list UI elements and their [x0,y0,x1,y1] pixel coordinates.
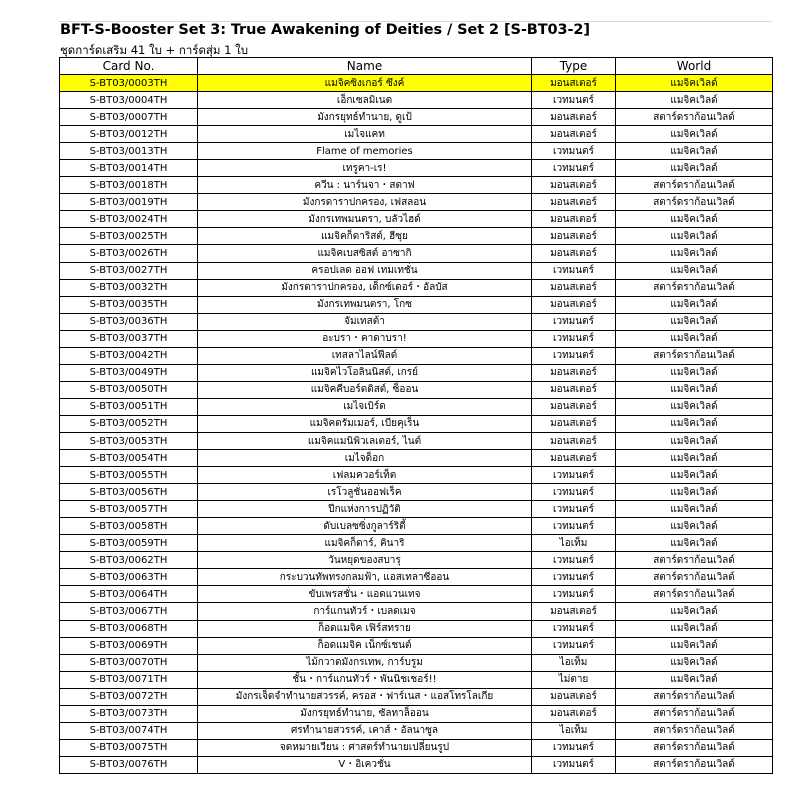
card-no-cell: S-BT03/0037TH [60,330,198,347]
card-world-cell: สตาร์ดราก้อนเวิลด์ [616,705,773,722]
table-row [60,484,773,501]
card-type-cell: มอนสเตอร์ [532,603,616,620]
card-no-cell: S-BT03/0073TH [60,705,198,722]
table-row [60,279,773,296]
card-world-cell: แมจิคเวิลด์ [616,330,773,347]
card-no-cell: S-BT03/0027TH [60,262,198,279]
card-world-cell: แมจิคเวิลด์ [616,381,773,398]
table-row [60,211,773,228]
card-no-cell: S-BT03/0070TH [60,654,198,671]
table-row [60,586,773,603]
card-world-cell: แมจิคเวิลด์ [616,432,773,449]
card-world-cell: สตาร์ดราก้อนเวิลด์ [616,194,773,211]
card-world-cell: แมจิคเวิลด์ [616,535,773,552]
table-row [60,296,773,313]
card-type-cell: เวทมนตร์ [532,569,616,586]
card-type-cell: เวทมนตร์ [532,92,616,109]
card-name-cell: แมจิคดรัมเมอร์, เบียคุเร็น [198,415,532,432]
card-name-cell: เมไจแคท [198,126,532,143]
card-no-cell: S-BT03/0068TH [60,620,198,637]
column-header-type: Type [532,58,616,75]
card-no-cell: S-BT03/0003TH [60,75,198,92]
card-no-cell: S-BT03/0050TH [60,381,198,398]
card-type-cell: เวทมนตร์ [532,586,616,603]
table-row [60,364,773,381]
card-name-cell: มังกรเจ็ดจำทำนายสวรรค์, ครอส・ฟาร์เนส・แอสโทรโลเกีย [198,688,532,705]
card-world-cell: แมจิคเวิลด์ [616,415,773,432]
card-world-cell: แมจิคเวิลด์ [616,313,773,330]
card-type-cell: ไอเท็ม [532,722,616,739]
card-type-cell: เวทมนตร์ [532,143,616,160]
page-subtitle: ชุดการ์ดเสริม 41 ใบ + การ์ดสุ่ม 1 ใบ [60,43,249,57]
column-header-world: World [616,58,773,75]
card-world-cell: สตาร์ดราก้อนเวิลด์ [616,756,773,773]
card-name-cell: ควีน : นาร์นจา・สตาฟ [198,177,532,194]
card-no-cell: S-BT03/0036TH [60,313,198,330]
card-no-cell: S-BT03/0056TH [60,484,198,501]
card-type-cell: มอนสเตอร์ [532,296,616,313]
table-row [60,620,773,637]
card-world-cell: แมจิคเวิลด์ [616,654,773,671]
card-name-cell: Flame of memories [198,143,532,160]
card-type-cell: มอนสเตอร์ [532,109,616,126]
card-no-cell: S-BT03/0049TH [60,364,198,381]
card-name-cell: ก็อดแมจิค เน็กซ์เชนต์ [198,637,532,654]
card-type-cell: มอนสเตอร์ [532,126,616,143]
table-row [60,739,773,756]
card-world-cell: แมจิคเวิลด์ [616,518,773,535]
card-world-cell: แมจิคเวิลด์ [616,160,773,177]
card-name-cell: V・อิเควชั่น [198,756,532,773]
card-name-cell: วันหยุดของสบารุ [198,552,532,569]
card-world-cell: แมจิคเวิลด์ [616,398,773,415]
table-row [60,228,773,245]
card-no-cell: S-BT03/0012TH [60,126,198,143]
table-row [60,432,773,449]
card-type-cell: มอนสเตอร์ [532,279,616,296]
card-name-cell: เรโวลูชั่นออฟเร็ค [198,484,532,501]
card-no-cell: S-BT03/0064TH [60,586,198,603]
table-row [60,92,773,109]
card-no-cell: S-BT03/0057TH [60,501,198,518]
card-name-cell: ขับเพรสชั่น・แอดแวนเทจ [198,586,532,603]
card-type-cell: มอนสเตอร์ [532,245,616,262]
card-type-cell: มอนสเตอร์ [532,211,616,228]
card-name-cell: ศรทำนายสวรรค์, เคาส์・อัลนาซูล [198,722,532,739]
card-type-cell: ไอเท็ม [532,654,616,671]
card-type-cell: มอนสเตอร์ [532,364,616,381]
card-no-cell: S-BT03/0014TH [60,160,198,177]
card-world-cell: แมจิคเวิลด์ [616,211,773,228]
table-row [60,637,773,654]
table-row [60,126,773,143]
table-row [60,75,773,92]
card-type-cell: มอนสเตอร์ [532,688,616,705]
card-name-cell: แมจิคคีบอร์ดดิสต์, ซ็ออน [198,381,532,398]
card-world-cell: แมจิคเวิลด์ [616,450,773,467]
card-world-cell: แมจิคเวิลด์ [616,262,773,279]
table-row [60,415,773,432]
table-row [60,722,773,739]
card-no-cell: S-BT03/0051TH [60,398,198,415]
card-no-cell: S-BT03/0067TH [60,603,198,620]
card-no-cell: S-BT03/0063TH [60,569,198,586]
column-header-card-no: Card No. [60,58,198,75]
card-type-cell: เวทมนตร์ [532,484,616,501]
card-world-cell: แมจิคเวิลด์ [616,501,773,518]
card-no-cell: S-BT03/0052TH [60,415,198,432]
card-name-cell: แมจิคก็ดาร์, คินาริ [198,535,532,552]
card-world-cell: แมจิคเวิลด์ [616,296,773,313]
table-row [60,671,773,688]
card-type-cell: เวทมนตร์ [532,160,616,177]
table-row [60,654,773,671]
card-no-cell: S-BT03/0024TH [60,211,198,228]
card-world-cell: สตาร์ดราก้อนเวิลด์ [616,279,773,296]
card-type-cell: ไอเท็ม [532,535,616,552]
card-name-cell: มังกรดาราปกครอง, เฟสลอน [198,194,532,211]
table-row [60,467,773,484]
table-row [60,603,773,620]
table-row [60,705,773,722]
card-no-cell: S-BT03/0076TH [60,756,198,773]
card-world-cell: แมจิคเวิลด์ [616,637,773,654]
card-world-cell: สตาร์ดราก้อนเวิลด์ [616,347,773,364]
card-no-cell: S-BT03/0055TH [60,467,198,484]
card-type-cell: มอนสเตอร์ [532,194,616,211]
card-no-cell: S-BT03/0071TH [60,671,198,688]
card-list-table [59,57,773,774]
card-world-cell: แมจิคเวิลด์ [616,245,773,262]
card-world-cell: สตาร์ดราก้อนเวิลด์ [616,569,773,586]
table-row [60,109,773,126]
card-no-cell: S-BT03/0013TH [60,143,198,160]
table-row [60,450,773,467]
card-name-cell: อะบรา・คาดาบรา! [198,330,532,347]
card-type-cell: มอนสเตอร์ [532,398,616,415]
card-no-cell: S-BT03/0026TH [60,245,198,262]
card-world-cell: แมจิคเวิลด์ [616,467,773,484]
card-type-cell: มอนสเตอร์ [532,705,616,722]
card-name-cell: มังกรเทพมนตรา, บลัวไฮด์ [198,211,532,228]
table-row [60,688,773,705]
card-type-cell: เวทมนตร์ [532,262,616,279]
card-world-cell: แมจิคเวิลด์ [616,620,773,637]
card-name-cell: กระบวนทัพทรงกลมฟ้า, แอสเทลาซีออน [198,569,532,586]
card-type-cell: เวทมนตร์ [532,501,616,518]
table-row [60,262,773,279]
card-world-cell: สตาร์ดราก้อนเวิลด์ [616,739,773,756]
table-row [60,535,773,552]
card-world-cell: แมจิคเวิลด์ [616,603,773,620]
card-name-cell: มังกรยุทธ์ทำนาย, ดูเป้ [198,109,532,126]
card-name-cell: มังกรดาราปกครอง, เด็กซ์เดอร์・อัลบัส [198,279,532,296]
card-no-cell: S-BT03/0074TH [60,722,198,739]
card-type-cell: เวทมนตร์ [532,552,616,569]
table-row [60,177,773,194]
card-type-cell: มอนสเตอร์ [532,381,616,398]
card-no-cell: S-BT03/0072TH [60,688,198,705]
card-type-cell: เวทมนตร์ [532,637,616,654]
card-no-cell: S-BT03/0075TH [60,739,198,756]
card-type-cell: มอนสเตอร์ [532,415,616,432]
card-name-cell: แมจิคเบสซิสต์ อาซากิ [198,245,532,262]
card-world-cell: สตาร์ดราก้อนเวิลด์ [616,109,773,126]
table-row [60,313,773,330]
table-header-row [60,58,773,75]
card-world-cell: สตาร์ดราก้อนเวิลด์ [616,177,773,194]
column-header-name: Name [198,58,532,75]
card-no-cell: S-BT03/0004TH [60,92,198,109]
table-row [60,518,773,535]
card-world-cell: แมจิคเวิลด์ [616,126,773,143]
card-no-cell: S-BT03/0007TH [60,109,198,126]
card-no-cell: S-BT03/0053TH [60,432,198,449]
card-name-cell: เทรูคา-เร! [198,160,532,177]
card-type-cell: เวทมนตร์ [532,518,616,535]
card-no-cell: S-BT03/0025TH [60,228,198,245]
card-name-cell: ดับเบลซซิ่งกูลาร์ริตี้ [198,518,532,535]
card-world-cell: แมจิคเวิลด์ [616,143,773,160]
card-type-cell: มอนสเตอร์ [532,432,616,449]
card-type-cell: มอนสเตอร์ [532,228,616,245]
table-row [60,501,773,518]
table-row [60,330,773,347]
card-no-cell: S-BT03/0062TH [60,552,198,569]
card-no-cell: S-BT03/0018TH [60,177,198,194]
card-name-cell: ไม้กวาดมังกรเทพ, การ์บรูม [198,654,532,671]
card-name-cell: ปีกแห่งการปฏิวัติ [198,501,532,518]
card-name-cell: แมจิคไวโอลินนิสต์, เกรย์ [198,364,532,381]
card-name-cell: มังกรเทพมนตรา, โกซ [198,296,532,313]
card-no-cell: S-BT03/0042TH [60,347,198,364]
card-type-cell: มอนสเตอร์ [532,450,616,467]
card-type-cell: เวทมนตร์ [532,620,616,637]
page-title: BFT-S-Booster Set 3: True Awakening of Deities / Set 2 [S-BT03-2] [60,22,590,38]
card-type-cell: ไม่ตาย [532,671,616,688]
table-row [60,552,773,569]
card-no-cell: S-BT03/0069TH [60,637,198,654]
card-world-cell: แมจิคเวิลด์ [616,92,773,109]
card-name-cell: เมไจเบิร์ด [198,398,532,415]
card-world-cell: สตาร์ดราก้อนเวิลด์ [616,688,773,705]
table-row [60,569,773,586]
card-world-cell: แมจิคเวิลด์ [616,364,773,381]
card-no-cell: S-BT03/0035TH [60,296,198,313]
table-row [60,245,773,262]
card-name-cell: แมจิคซิงเกอร์ ซึงค์ [198,75,532,92]
table-row [60,381,773,398]
table-row [60,160,773,177]
card-name-cell: แมจิคก็ดาริสต์, ฮีซุย [198,228,532,245]
table-row [60,347,773,364]
card-world-cell: แมจิคเวิลด์ [616,671,773,688]
card-type-cell: เวทมนตร์ [532,330,616,347]
card-name-cell: จัมเทสต้า [198,313,532,330]
card-no-cell: S-BT03/0058TH [60,518,198,535]
card-type-cell: เวทมนตร์ [532,313,616,330]
card-type-cell: เวทมนตร์ [532,467,616,484]
card-world-cell: แมจิคเวิลด์ [616,484,773,501]
card-type-cell: เวทมนตร์ [532,347,616,364]
card-name-cell: เมไจด็อก [198,450,532,467]
table-row [60,143,773,160]
card-no-cell: S-BT03/0059TH [60,535,198,552]
table-row [60,398,773,415]
card-name-cell: เทสลาไลน์ฟีลด์ [198,347,532,364]
table-row [60,194,773,211]
card-world-cell: แมจิคเวิลด์ [616,228,773,245]
card-no-cell: S-BT03/0032TH [60,279,198,296]
card-world-cell: สตาร์ดราก้อนเวิลด์ [616,586,773,603]
card-world-cell: สตาร์ดราก้อนเวิลด์ [616,552,773,569]
card-type-cell: มอนสเตอร์ [532,75,616,92]
table-row [60,756,773,773]
card-name-cell: เอ็กเซลมิเนต [198,92,532,109]
card-type-cell: เวทมนตร์ [532,756,616,773]
card-name-cell: ก็อดแมจิค เฟิร์สทราย [198,620,532,637]
card-world-cell: แมจิคเวิลด์ [616,75,773,92]
card-name-cell: ชั้น・การ์แกนทัวร์・พันนิชเชอร์!! [198,671,532,688]
card-name-cell: จดหมายเวียน : ศาสตร์ทำนายเปลี่ยนรูป [198,739,532,756]
card-no-cell: S-BT03/0054TH [60,450,198,467]
table-body [60,75,773,774]
card-world-cell: สตาร์ดราก้อนเวิลด์ [616,722,773,739]
card-no-cell: S-BT03/0019TH [60,194,198,211]
card-name-cell: มังกรยุทธ์ทำนาย, ซัลทาล็ออน [198,705,532,722]
card-type-cell: เวทมนตร์ [532,739,616,756]
card-name-cell: เฟลมควอร์เท็ต [198,467,532,484]
card-name-cell: แมจิคแมนิพิวเลเตอร์, ไนต์ [198,432,532,449]
card-type-cell: มอนสเตอร์ [532,177,616,194]
card-name-cell: การ์แกนทัวร์・เบลดเมจ [198,603,532,620]
card-name-cell: ครอปเลด ออฟ เทมเทชั่น [198,262,532,279]
